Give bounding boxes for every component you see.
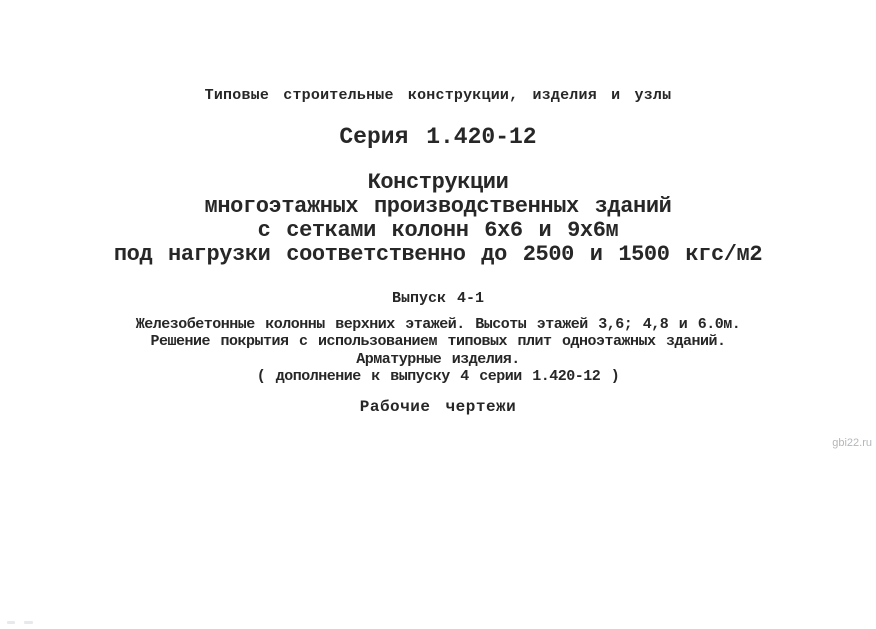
document-type-label: Рабочие чертежи	[359, 398, 517, 416]
title-line-3: с сетками колонн 6х6 и 9х6м	[257, 218, 619, 243]
document-title	[0, 171, 876, 267]
title-line-4: под нагрузки соответственно до 2500 и 1500 кгс/м2	[113, 242, 763, 267]
document-classification-header: Типовые строительные конструкции, изделия и узлы	[204, 87, 672, 104]
site-watermark: gbi22.ru	[832, 437, 872, 449]
description-line-3: Арматурные изделия.	[356, 350, 520, 368]
description-line-2: Решение покрытия с использованием типовых плит одноэтажных зданий.	[150, 333, 726, 351]
scan-artifact	[7, 621, 15, 624]
series-number: Серия 1.420-12	[339, 124, 537, 150]
issue-description	[0, 316, 876, 385]
title-line-1: Конструкции	[367, 170, 509, 195]
title-line-2: многоэтажных производственных зданий	[204, 194, 672, 219]
description-line-1: Железобетонные колонны верхних этажей. Высоты этажей 3,6; 4,8 и 6.0м.	[135, 316, 741, 333]
scan-artifact	[24, 621, 33, 624]
description-line-4: ( дополнение к выпуску 4 серии 1.420-12 )	[256, 367, 620, 385]
issue-number: Выпуск 4-1	[391, 290, 484, 307]
